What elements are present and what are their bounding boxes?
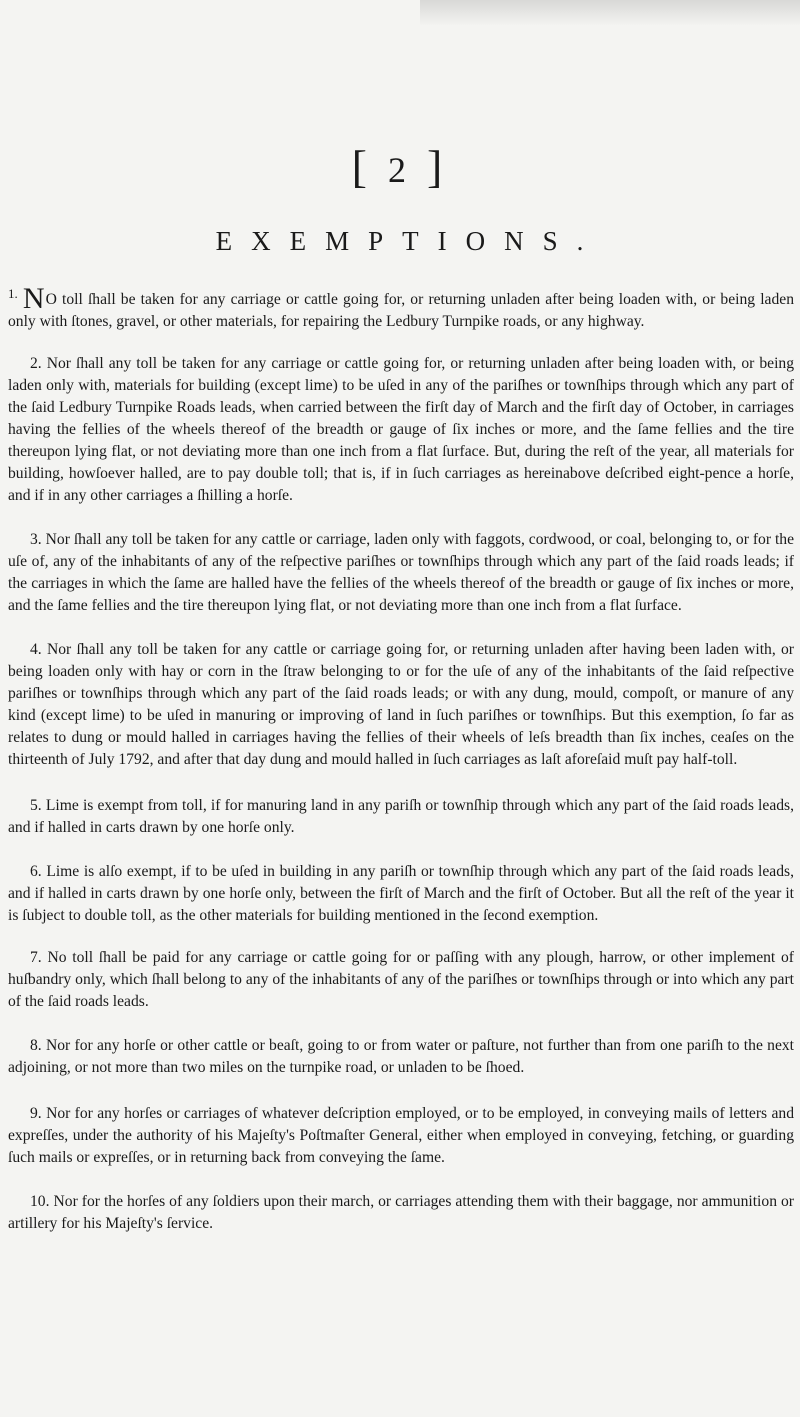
clause-number: 3. (30, 531, 42, 548)
clause-text: Nor ſhall any toll be taken for any cattle or carriage, laden only with faggots, cordwood, or coal, belonging to, or for the uſe of, any of the inhabitants of any of the reſpective pariſhes or townſhips through which any part of the ſaid roads leads; if the carriages in which the ſame are halled have the fellies of the wheels thereof of the breadth or gauge of ſix inches or more, and the ſame fellies and the tire thereupon lying flat, or not deviating more than one inch from a flat ſurface. (8, 531, 794, 614)
clause-text: Nor for the horſes of any ſoldiers upon their march, or carriages attending them with their baggage, nor ammunition or artillery for his Majeſty's ſervice. (8, 1193, 794, 1232)
clause-7 (8, 947, 794, 1013)
clause-4 (8, 639, 794, 771)
clause-text: Nor for any horſes or carriages of whatever deſcription employed, or to be employed, in conveying mails of letters and expreſſes, under the authority of his Majeſty's Poſtmaſter General, either when employed in conveying, fetching, or guarding ſuch mails or expreſſes, or in returning back from conveying the ſame. (8, 1105, 794, 1166)
clause-9 (8, 1103, 794, 1169)
clause-3 (8, 529, 794, 617)
scan-smudge (420, 0, 800, 26)
clause-8 (8, 1035, 794, 1079)
clause-number: 9. (30, 1105, 42, 1122)
clause-text: Nor ſhall any toll be taken for any cattle or carriage going for, or returning unladen after having been laden with, or being loaden only with hay or corn in the ſtraw belonging to or for the uſe of any of the inhabitants of the ſaid reſpective pariſhes or townſhips through which any part of the ſaid roads leads; or with any dung, mould, compoſt, or manure of any kind (except lime) to be uſed in manuring or improving of land in ſuch pariſhes or townſhips. But this exemption, ſo far as relates to dung or mould halled in carriages having the fellies of their wheels of leſs breadth than ſix inches, ceaſes on the thirteenth of July 1792, and after that day dung and mould halled in ſuch carriages as laſt aforeſaid muſt pay half-toll. (8, 641, 794, 768)
clause-text: O toll ſhall be taken for any carriage or cattle going for, or returning unladen after being loaden with, or being laden only with ſtones, gravel, or other materials, for repairing the Ledbury Turnpike roads, or any highway. (8, 291, 794, 330)
clause-number: 1. (8, 286, 18, 301)
clause-number: 10. (30, 1193, 50, 1210)
page-number (0, 140, 800, 193)
clause-number: 7. (30, 949, 42, 966)
clause-10 (8, 1191, 794, 1235)
section-heading: EXEMPTIONS. (215, 226, 603, 256)
drop-cap: N (22, 282, 45, 315)
clause-text: Nor ſhall any toll be taken for any carriage or cattle going for, or returning unladen after being loaden with, or being laden only with, materials for building (except lime) to be uſed in any of the pariſhes or townſhips through which any part of the ſaid Ledbury Turnpike Roads leads, when carried between the firſt day of March and the firſt day of October, in carriages having the fellies of the wheels thereof of the breadth or gauge of ſix inches or more, and the ſame fellies and the tire thereupon lying flat, or not deviating more than one inch from a flat ſurface. But, during the reſt of the year, all materials for building, howſoever halled, are to pay double toll; that is, if in ſuch carriages as hereinabove deſcribed eight-pence a horſe, and if in any other carriages a ſhilling a horſe. (8, 355, 795, 504)
clause-2 (8, 353, 794, 507)
clause-number: 6. (30, 863, 42, 880)
clauses-body (8, 283, 794, 1235)
clause-number: 2. (30, 355, 42, 372)
page-number-value: 2 (388, 150, 412, 190)
clause-number: 4. (30, 641, 42, 658)
clause-1 (8, 283, 794, 333)
clause-6 (8, 861, 794, 927)
clause-number: 8. (30, 1037, 42, 1054)
clause-text: Lime is alſo exempt, if to be uſed in building in any pariſh or townſhip through which any part of the ſaid roads leads, and if halled in carts drawn by one horſe only, between the firſt of March and the firſt of October. But all the reſt of the year it is ſubject to double toll, as the other materials for building mentioned in the ſecond exemption. (8, 863, 794, 924)
page-number-bracket-right: ] (427, 141, 449, 192)
clause-text: Lime is exempt from toll, if for manuring land in any pariſh or townſhip through which any part of the ſaid roads leads, and if halled in carts drawn by one horſe only. (8, 797, 794, 836)
clause-text: No toll ſhall be paid for any carriage or cattle going for or paſſing with any plough, harrow, or other implement of huſbandry only, which ſhall belong to any of the inhabitants of any of the pariſhes or townſhips through or into which any part of the ſaid roads leads. (8, 949, 794, 1010)
page-number-bracket-left: [ (351, 141, 373, 192)
clause-text: Nor for any horſe or other cattle or beaſt, going to or from water or paſture, not further than from one pariſh to the next adjoining, or not more than two miles on the turnpike road, or unladen to be ſhoed. (8, 1037, 794, 1076)
clause-5 (8, 795, 794, 839)
clause-number: 5. (30, 797, 42, 814)
